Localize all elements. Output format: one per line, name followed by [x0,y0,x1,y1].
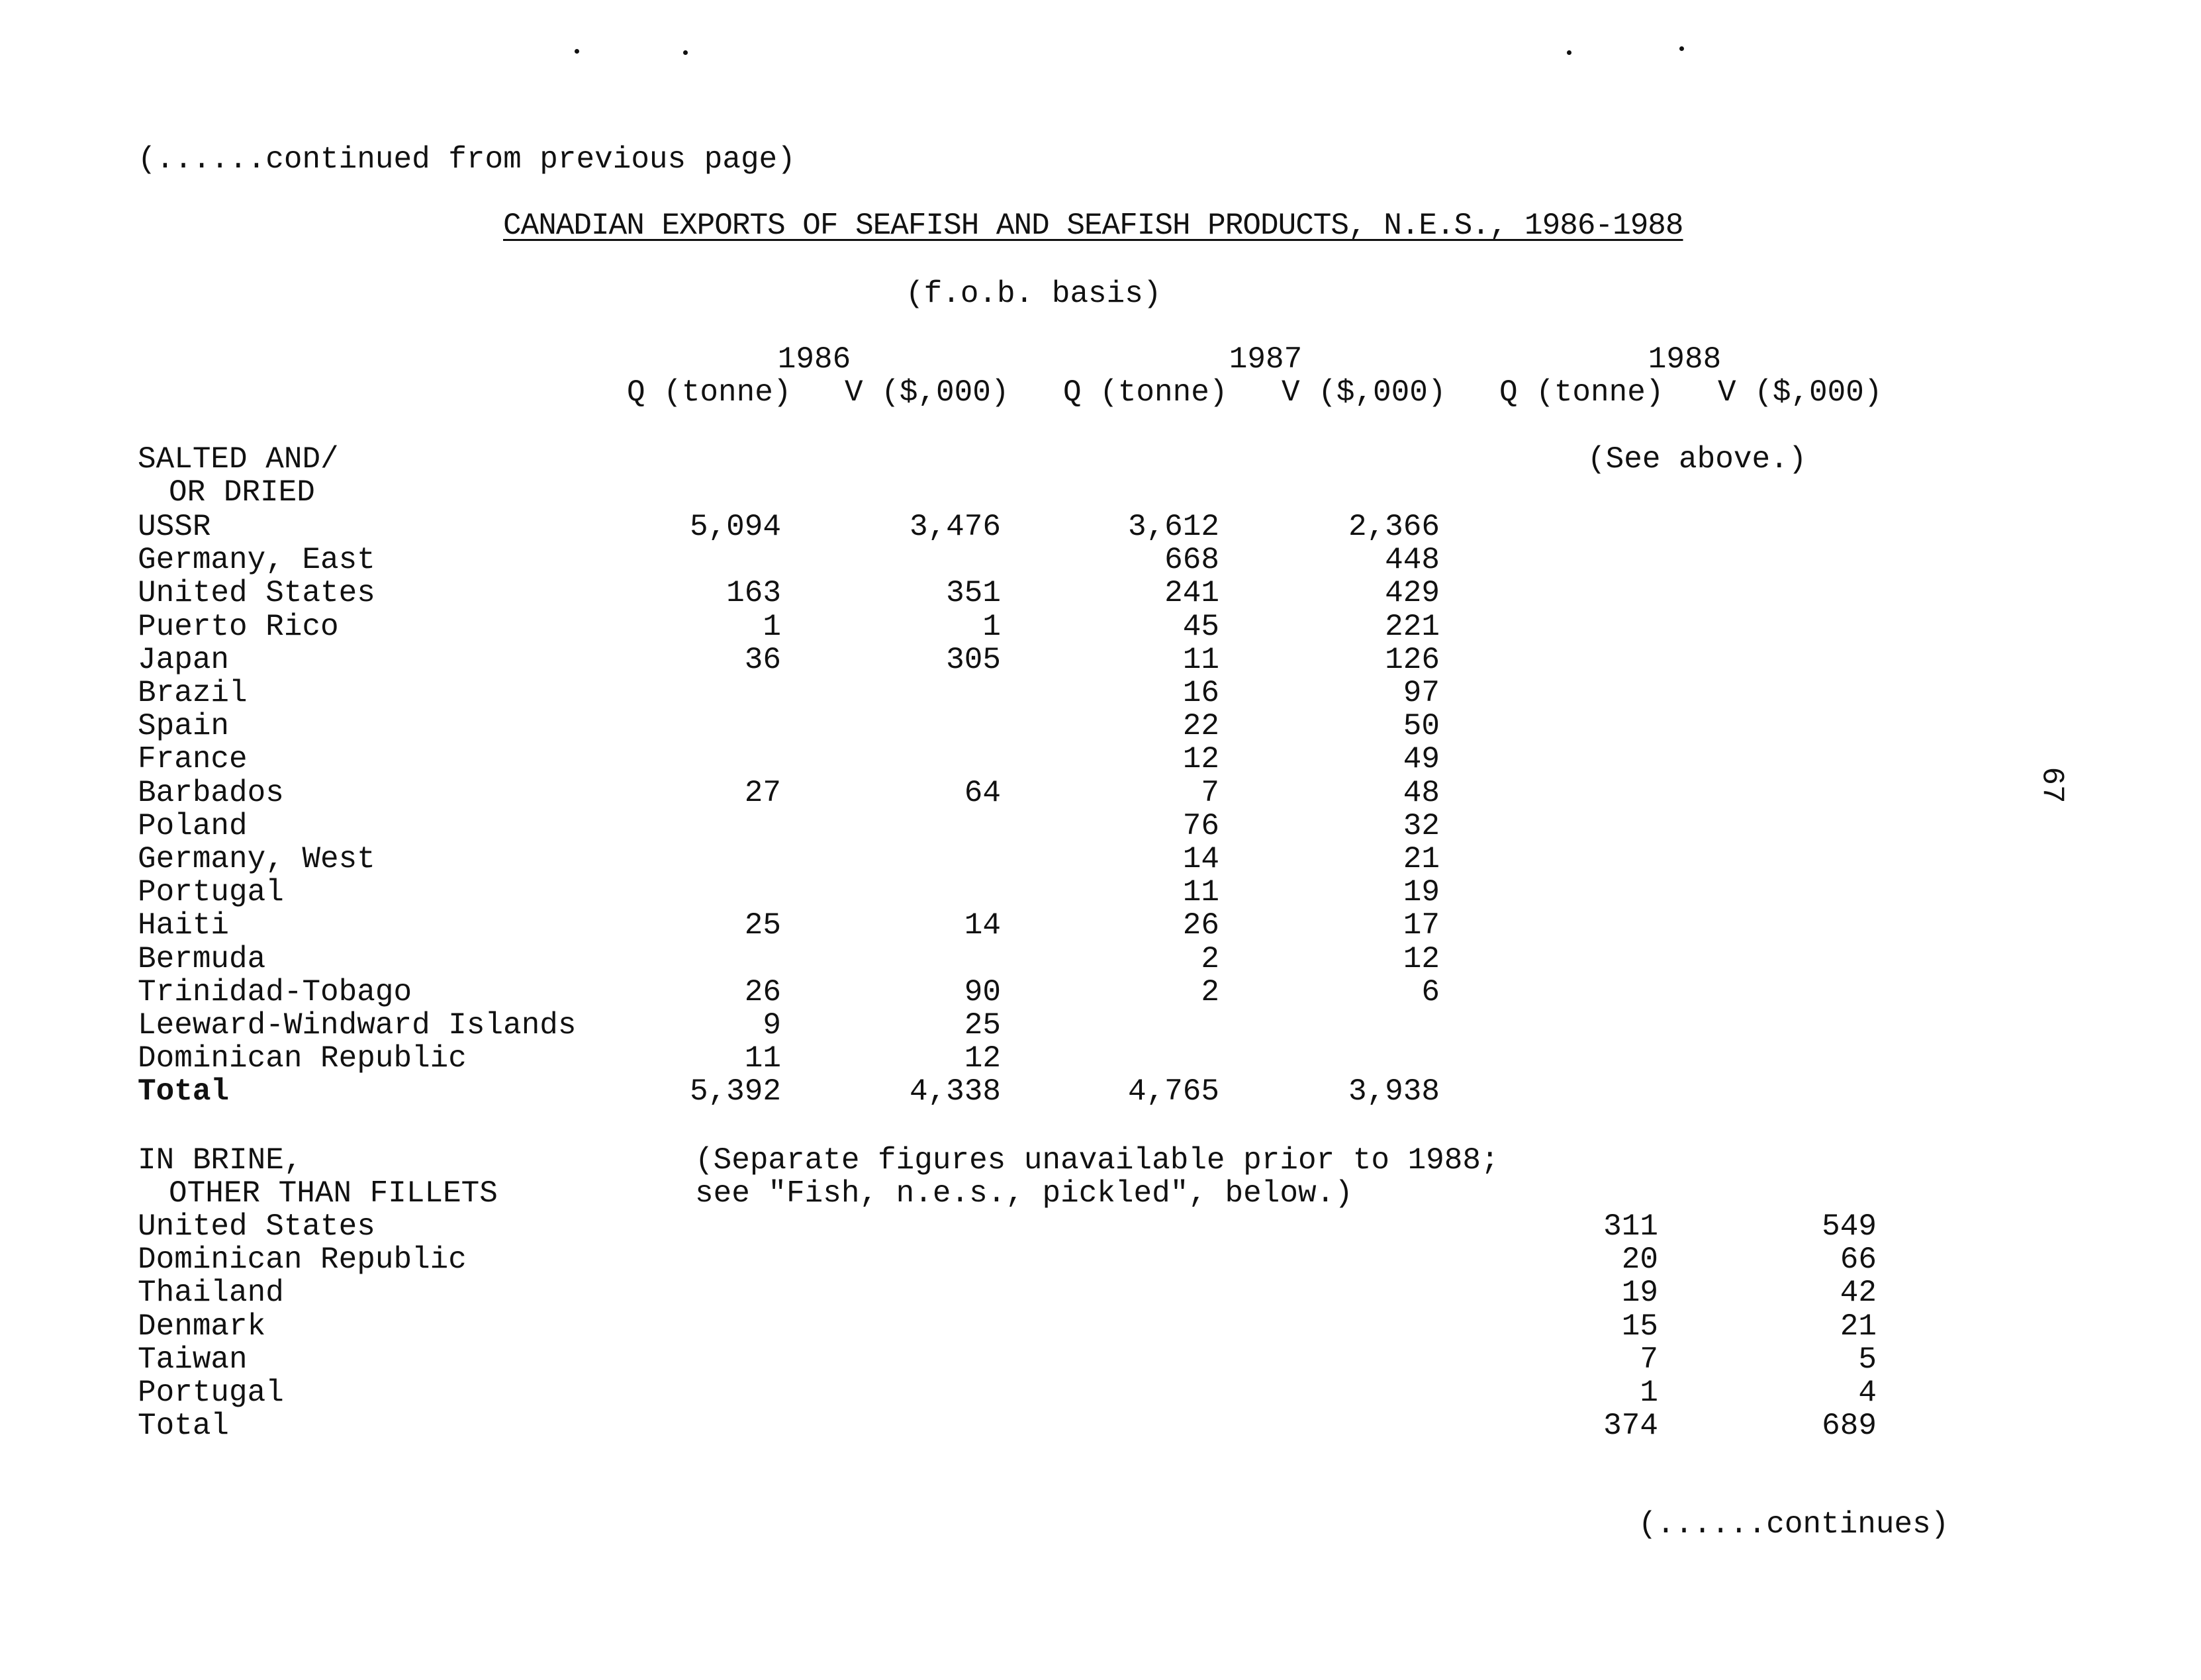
scan-speck [575,49,579,54]
q-1987-value: 668 [1164,543,1219,578]
q-1988-value: 19 [1621,1276,1658,1311]
q-1988-value: 374 [1603,1409,1658,1444]
v-1987-value: 6 [1421,974,1440,1009]
country-name: Dominican Republic [138,1041,467,1076]
q-1987-value: 26 [1182,908,1219,943]
country-name: USSR [138,510,211,544]
total-label: Total [138,1409,230,1444]
q-1986-value: 9 [763,1008,781,1043]
q-1986-value: 163 [726,576,781,611]
q-1986-value: 26 [744,974,781,1009]
country-name: Germany, East [138,543,375,578]
q-1986-value: 25 [744,908,781,943]
q-header-1987: Q (tonne) [1063,375,1228,410]
v-1987-value: 221 [1385,609,1440,644]
q-1986-value: 11 [744,1041,781,1076]
v-1987-value: 126 [1385,642,1440,677]
country-name: Denmark [138,1309,266,1344]
v-header-1987: V ($,000) [1282,375,1446,410]
v-1987-value: 97 [1403,676,1440,710]
v-1988-value: 549 [1822,1209,1877,1244]
country-name: Dominican Republic [138,1242,467,1278]
v-header-1988: V ($,000) [1718,375,1883,410]
year-header-1986: 1986 [777,342,851,377]
v-1987-value: 3,938 [1348,1074,1440,1109]
q-header-1986: Q (tonne) [627,375,792,410]
v-1986-value: 305 [946,642,1001,677]
v-1986-value: 4,338 [909,1074,1001,1109]
q-1987-value: 4,765 [1127,1074,1219,1109]
country-name: France [138,742,248,777]
v-1987-value: 21 [1403,842,1440,876]
v-1988-value: 4 [1858,1376,1877,1410]
q-1987-value: 241 [1164,576,1219,611]
country-name: Leeward-Windward Islands [138,1008,577,1043]
v-header-1986: V ($,000) [845,375,1009,410]
v-1987-value: 448 [1385,543,1440,578]
q-1987-value: 2 [1201,941,1219,976]
country-name: Poland [138,808,248,843]
country-name: Taiwan [138,1342,248,1377]
country-name: Spain [138,709,230,744]
v-1986-value: 1 [982,609,1001,644]
q-1987-value: 45 [1182,609,1219,644]
v-1987-value: 429 [1385,576,1440,611]
q-1987-value: 16 [1182,676,1219,710]
q-1987-value: 3,612 [1127,510,1219,544]
q-header-1988: Q (tonne) [1499,375,1664,410]
v-1988-value: 689 [1822,1409,1877,1444]
country-name: Puerto Rico [138,609,339,644]
section-heading-salted-line2: OR DRIED [169,475,315,510]
scan-speck [683,50,688,55]
v-1987-value: 17 [1403,908,1440,943]
v-1988-value: 66 [1840,1242,1877,1278]
q-1986-value: 27 [744,775,781,810]
scan-speck [1567,50,1571,55]
q-1987-value: 11 [1182,642,1219,677]
v-1986-value: 64 [964,775,1001,810]
v-1986-value: 25 [964,1008,1001,1043]
v-1987-value: 49 [1403,742,1440,777]
section-heading-salted: SALTED AND/ [138,442,339,477]
q-1987-value: 22 [1182,709,1219,744]
total-label: Total [138,1074,230,1109]
country-name: Trinidad-Tobago [138,974,412,1009]
v-1986-value: 3,476 [909,510,1001,544]
continued-from-note: (......continued from previous page) [138,142,796,177]
page-number: 67 [2034,767,2069,804]
v-1987-value: 50 [1403,709,1440,744]
q-1987-value: 11 [1182,875,1219,910]
v-1987-value: 12 [1403,941,1440,976]
q-1987-value: 2 [1201,974,1219,1009]
section-heading-brine-line2: OTHER THAN FILLETS [169,1176,498,1211]
q-1987-value: 14 [1182,842,1219,876]
scan-speck [1679,46,1684,51]
v-1987-value: 48 [1403,775,1440,810]
brine-note-line2: see "Fish, n.e.s., pickled", below.) [695,1176,1353,1211]
q-1987-value: 7 [1201,775,1219,810]
country-name: United States [138,576,375,611]
country-name: Barbados [138,775,284,810]
v-1987-value: 2,366 [1348,510,1440,544]
document-title: CANADIAN EXPORTS OF SEAFISH AND SEAFISH PRODUCTS, N.E.S., 1986-1988 [503,209,1683,243]
year-header-1988: 1988 [1648,342,1722,377]
year-header-1987: 1987 [1229,342,1303,377]
country-name: Brazil [138,676,248,710]
v-1988-value: 5 [1858,1342,1877,1377]
v-1988-value: 42 [1840,1276,1877,1311]
v-1987-value: 32 [1403,808,1440,843]
country-name: Portugal [138,875,284,910]
see-above-note: (See above.) [1587,442,1807,477]
q-1987-value: 76 [1182,808,1219,843]
continues-note: (......continues) [1638,1507,1949,1542]
country-name: Thailand [138,1276,284,1311]
v-1986-value: 12 [964,1041,1001,1076]
country-name: Germany, West [138,842,375,876]
country-name: Portugal [138,1376,284,1410]
q-1986-value: 5,094 [689,510,781,544]
country-name: Bermuda [138,941,266,976]
v-1988-value: 21 [1840,1309,1877,1344]
q-1986-value: 36 [744,642,781,677]
q-1986-value: 1 [763,609,781,644]
v-1986-value: 14 [964,908,1001,943]
v-1986-value: 351 [946,576,1001,611]
v-1986-value: 90 [964,974,1001,1009]
q-1988-value: 15 [1621,1309,1658,1344]
q-1988-value: 20 [1621,1242,1658,1278]
section-heading-brine: IN BRINE, [138,1143,303,1178]
country-name: Haiti [138,908,230,943]
q-1988-value: 311 [1603,1209,1658,1244]
country-name: Japan [138,642,230,677]
basis-subtitle: (f.o.b. basis) [906,277,1162,311]
brine-note: (Separate figures unavailable prior to 1988; [695,1143,1499,1178]
q-1987-value: 12 [1182,742,1219,777]
country-name: United States [138,1209,375,1244]
q-1988-value: 7 [1640,1342,1658,1377]
q-1986-value: 5,392 [689,1074,781,1109]
v-1987-value: 19 [1403,875,1440,910]
q-1988-value: 1 [1640,1376,1658,1410]
